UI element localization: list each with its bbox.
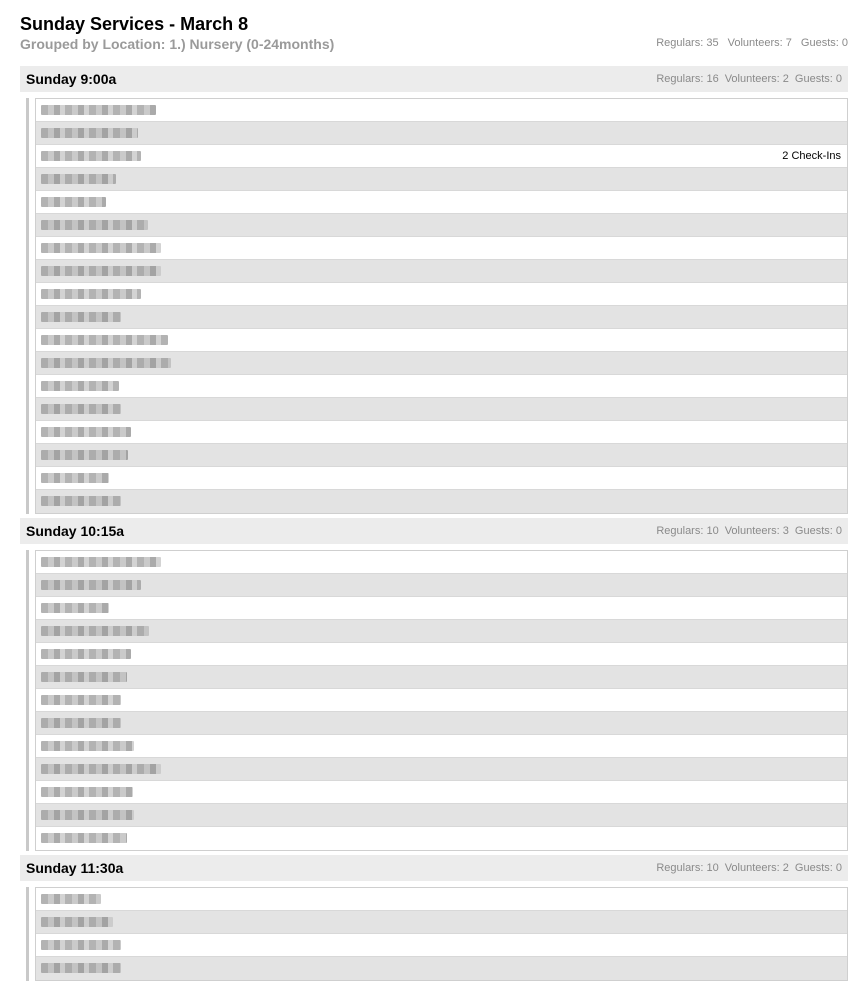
attendee-row[interactable] bbox=[36, 260, 847, 283]
attendee-row[interactable] bbox=[36, 168, 847, 191]
attendee-name bbox=[41, 450, 128, 460]
attendee-row[interactable] bbox=[36, 145, 847, 168]
attendee-row[interactable] bbox=[36, 643, 847, 666]
attendee-name bbox=[41, 105, 156, 115]
overall-volunteers: Volunteers: 7 bbox=[727, 37, 792, 49]
attendee-name bbox=[41, 496, 121, 506]
attendee-row[interactable] bbox=[36, 283, 847, 306]
attendee-row[interactable] bbox=[36, 712, 847, 735]
attendee-name bbox=[41, 963, 121, 973]
attendee-name bbox=[41, 174, 116, 184]
overall-guests: Guests: 0 bbox=[800, 37, 848, 49]
attendee-name bbox=[41, 718, 121, 728]
attendee-row[interactable] bbox=[36, 827, 847, 850]
group-bar bbox=[26, 98, 29, 514]
attendee-row[interactable] bbox=[36, 911, 847, 934]
attendee-row[interactable] bbox=[36, 574, 847, 597]
attendee-name bbox=[41, 473, 109, 483]
attendee-row[interactable] bbox=[36, 666, 847, 689]
page-title: Sunday Services - March 8 bbox=[20, 14, 249, 34]
attendee-name bbox=[41, 381, 119, 391]
attendee-row[interactable] bbox=[36, 888, 847, 911]
attendee-name bbox=[41, 557, 161, 567]
attendee-row[interactable] bbox=[36, 620, 847, 643]
checkin-note: 2 Check-Ins bbox=[782, 150, 841, 162]
group-bar bbox=[26, 550, 29, 851]
attendee-row[interactable] bbox=[36, 689, 847, 712]
attendee-name bbox=[41, 649, 131, 659]
service-volunteers: Volunteers: 2 bbox=[724, 862, 789, 874]
attendee-name bbox=[41, 626, 149, 636]
service-volunteers: Volunteers: 3 bbox=[724, 525, 789, 537]
attendee-name bbox=[41, 810, 134, 820]
attendee-row[interactable] bbox=[36, 490, 847, 513]
attendee-row[interactable] bbox=[36, 214, 847, 237]
page-subtitle: Grouped by Location: 1.) Nursery (0-24months) bbox=[20, 36, 335, 52]
service-counts bbox=[656, 518, 842, 544]
attendee-name bbox=[41, 128, 138, 138]
attendee-name bbox=[41, 580, 141, 590]
service-title: Sunday 10:15a bbox=[26, 523, 125, 539]
attendee-row[interactable] bbox=[36, 758, 847, 781]
attendee-row[interactable] bbox=[36, 191, 847, 214]
attendee-row[interactable] bbox=[36, 329, 847, 352]
attendee-name bbox=[41, 151, 141, 161]
attendee-name bbox=[41, 427, 131, 437]
attendee-name bbox=[41, 741, 134, 751]
attendee-name bbox=[41, 312, 121, 322]
attendee-name bbox=[41, 404, 121, 414]
attendee-name bbox=[41, 894, 101, 904]
attendee-name bbox=[41, 672, 127, 682]
attendee-row[interactable] bbox=[36, 934, 847, 957]
service-header bbox=[20, 518, 848, 544]
service-counts bbox=[656, 66, 842, 92]
attendee-name bbox=[41, 833, 127, 843]
attendee-name bbox=[41, 917, 113, 927]
attendee-name bbox=[41, 787, 133, 797]
service-counts bbox=[656, 855, 842, 881]
attendee-row[interactable] bbox=[36, 804, 847, 827]
attendee-row[interactable] bbox=[36, 99, 847, 122]
attendee-row[interactable] bbox=[36, 398, 847, 421]
attendee-name bbox=[41, 603, 109, 613]
attendee-row[interactable] bbox=[36, 597, 847, 620]
attendee-list bbox=[35, 887, 848, 981]
overall-regulars: Regulars: 35 bbox=[656, 37, 719, 49]
attendee-name bbox=[41, 243, 161, 253]
attendee-row[interactable] bbox=[36, 735, 847, 758]
attendee-row[interactable] bbox=[36, 352, 847, 375]
attendee-row[interactable] bbox=[36, 306, 847, 329]
service-guests: Guests: 0 bbox=[794, 862, 842, 874]
attendee-row[interactable] bbox=[36, 122, 847, 145]
attendee-name bbox=[41, 266, 161, 276]
attendee-list bbox=[35, 98, 848, 514]
attendee-row[interactable] bbox=[36, 551, 847, 574]
service-header bbox=[20, 66, 848, 92]
attendee-row[interactable] bbox=[36, 957, 847, 980]
group-bar bbox=[26, 887, 29, 981]
attendee-name bbox=[41, 289, 141, 299]
service-title: Sunday 11:30a bbox=[26, 860, 124, 876]
service-regulars: Regulars: 10 bbox=[656, 862, 719, 874]
service-guests: Guests: 0 bbox=[794, 73, 842, 85]
attendee-row[interactable] bbox=[36, 467, 847, 490]
service-volunteers: Volunteers: 2 bbox=[724, 73, 789, 85]
attendee-name bbox=[41, 335, 168, 345]
overall-summary bbox=[656, 37, 848, 49]
attendee-row[interactable] bbox=[36, 237, 847, 260]
service-header bbox=[20, 855, 848, 881]
attendee-row[interactable] bbox=[36, 421, 847, 444]
attendee-name bbox=[41, 940, 121, 950]
attendee-name bbox=[41, 197, 106, 207]
attendee-name bbox=[41, 764, 161, 774]
attendee-row[interactable] bbox=[36, 444, 847, 467]
service-guests: Guests: 0 bbox=[794, 525, 842, 537]
attendee-name bbox=[41, 358, 171, 368]
service-regulars: Regulars: 16 bbox=[656, 73, 719, 85]
service-title: Sunday 9:00a bbox=[26, 71, 117, 87]
attendee-row[interactable] bbox=[36, 781, 847, 804]
attendee-list bbox=[35, 550, 848, 851]
attendee-name bbox=[41, 220, 148, 230]
attendee-row[interactable] bbox=[36, 375, 847, 398]
attendee-name bbox=[41, 695, 121, 705]
service-regulars: Regulars: 10 bbox=[656, 525, 719, 537]
